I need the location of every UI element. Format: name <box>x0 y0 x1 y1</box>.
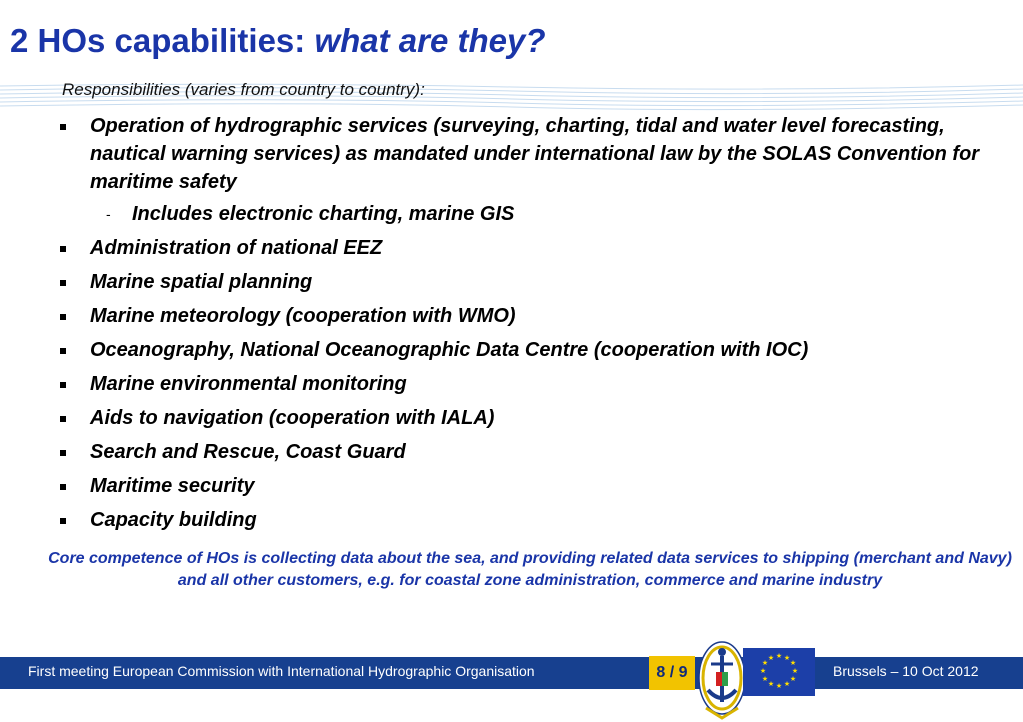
svg-text:★: ★ <box>761 675 769 683</box>
slide-title-italic: what are they? <box>314 22 546 59</box>
list-item-text: Capacity building <box>90 509 257 531</box>
svg-text:★: ★ <box>783 680 791 688</box>
square-bullet-icon <box>60 416 66 422</box>
list-item-text: Marine meteorology (cooperation with WMO) <box>90 305 516 327</box>
slide-title <box>10 22 546 60</box>
square-bullet-icon <box>60 124 66 130</box>
responsibilities-intro: Responsibilities (varies from country to country): <box>62 80 425 99</box>
list-item-text: Marine spatial planning <box>90 271 313 293</box>
list-item-text: Marine environmental monitoring <box>90 373 407 395</box>
list-item <box>56 302 996 330</box>
svg-text:★: ★ <box>767 680 775 688</box>
list-item <box>56 268 996 296</box>
svg-text:★: ★ <box>775 652 783 660</box>
list-item-text: Administration of national EEZ <box>90 237 383 259</box>
svg-text:★: ★ <box>759 667 767 675</box>
list-item-text: Search and Rescue, Coast Guard <box>90 441 406 463</box>
page-number: 8 / 9 <box>656 664 688 681</box>
square-bullet-icon <box>60 280 66 286</box>
list-item-text: Oceanography, National Oceanographic Data Centre (cooperation with IOC) <box>90 339 809 361</box>
footer-meeting-title: First meeting European Commission with International Hydrographic Organisation <box>28 663 535 679</box>
iho-emblem-icon <box>696 638 748 722</box>
list-item-text: Operation of hydrographic services (surveying, charting, tidal and water level forecasting, nautical warning services) as mandated under international law by the SOLAS Convention for maritime safety <box>90 115 980 193</box>
list-item <box>56 370 996 398</box>
square-bullet-icon <box>60 382 66 388</box>
slide-title-main: 2 HOs capabilities: <box>10 22 306 59</box>
responsibility-list <box>56 112 996 540</box>
svg-text:★: ★ <box>783 654 791 662</box>
dash-bullet: - <box>106 206 111 222</box>
list-item-text: Maritime security <box>90 475 255 497</box>
square-bullet-icon <box>60 314 66 320</box>
square-bullet-icon <box>60 484 66 490</box>
svg-text:★: ★ <box>761 659 769 667</box>
sub-list-item <box>56 200 996 228</box>
footer-location-date: Brussels – 10 Oct 2012 <box>833 663 979 679</box>
eu-flag-icon <box>743 648 815 696</box>
svg-text:★: ★ <box>791 667 799 675</box>
square-bullet-icon <box>60 246 66 252</box>
square-bullet-icon <box>60 348 66 354</box>
square-bullet-icon <box>60 450 66 456</box>
svg-text:★: ★ <box>767 654 775 662</box>
svg-text:★: ★ <box>789 659 797 667</box>
core-competence-statement: Core competence of HOs is collecting data about the sea, and providing related data services to shipping (merchant and Navy) and all other customers, e.g. for coastal zone administration, commerce and marine industry <box>48 550 1012 589</box>
svg-text:★: ★ <box>789 675 797 683</box>
list-item-text: Aids to navigation (cooperation with IALA) <box>90 407 495 429</box>
list-item <box>56 336 996 364</box>
square-bullet-icon <box>60 518 66 524</box>
list-item <box>56 404 996 432</box>
list-item <box>56 438 996 466</box>
sub-list-item-text: Includes electronic charting, marine GIS <box>132 203 515 225</box>
svg-text:★: ★ <box>775 682 783 690</box>
list-item <box>56 234 996 262</box>
list-item <box>56 472 996 500</box>
list-item <box>56 506 996 534</box>
list-item <box>56 112 996 196</box>
page-number-badge <box>649 656 695 690</box>
